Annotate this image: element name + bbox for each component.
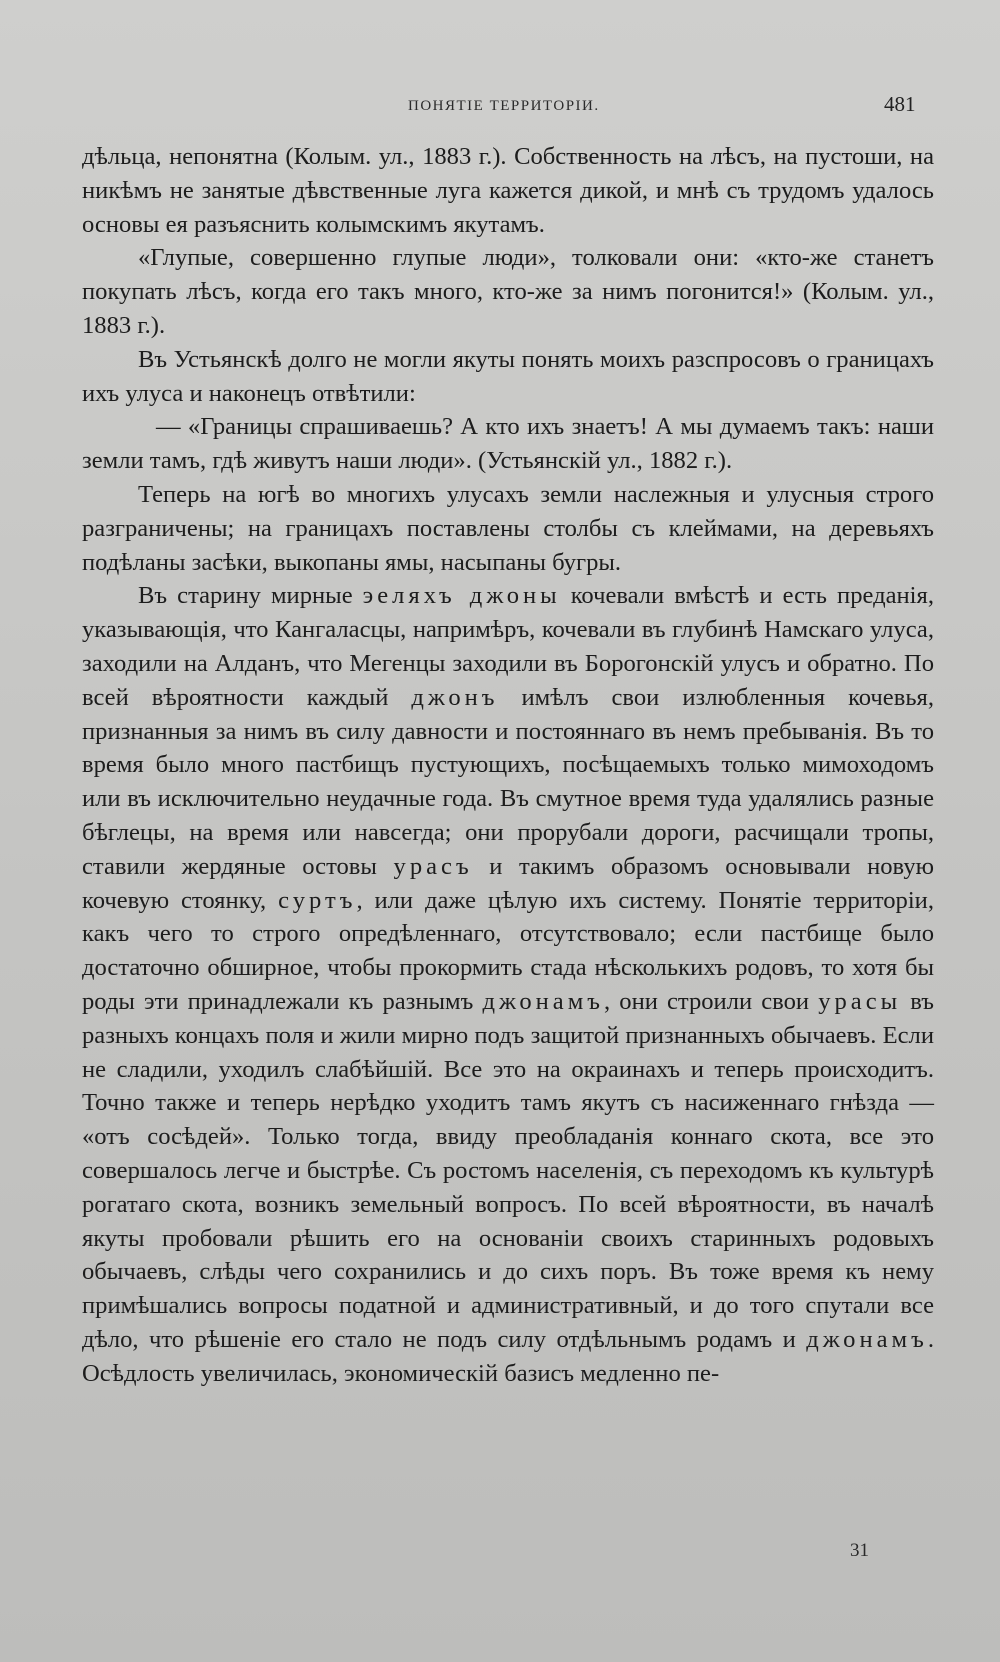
text-run: , они строили свои — [604, 987, 819, 1015]
text-run: въ разныхъ концахъ поля и жили мирно подъ защитой признанныхъ обычаевъ. Если не сладили, уходилъ слабѣйшій. Все это на окраинахъ и теперь происходитъ. Точно также и теперь нерѣдко уходитъ тамъ якутъ съ насиженнаго гнѣзда — «отъ сосѣдей». Только тогда, ввиду преобладанія коннаго скота, все это совершалось легче и быстрѣе. Съ ростомъ населенія, съ переходомъ къ культурѣ рогатаго скота, возникъ земельный вопросъ. По всей вѣроятности, въ началѣ якуты пробовали рѣшить его на основаніи своихъ старинныхъ родовыхъ обычаевъ, слѣды чего сохранились и до сихъ поръ. Въ тоже время къ нему примѣшались вопросы податной и административный, и до того спутали все дѣло, что рѣшеніе его стало не подъ силу отдѣльнымъ родамъ и — [82, 987, 934, 1353]
spaced-term: джонамъ — [806, 1325, 928, 1353]
paragraph — [82, 478, 934, 579]
spaced-term: суртъ — [278, 886, 357, 914]
spaced-term: урасъ — [393, 852, 473, 880]
text-run: , или даже цѣлую ихъ систему. Понятіе территоріи, какъ чего то строго опредѣленнаго, отсутствовало; если пастбище было достаточно обширное, чтобы прокормить стада нѣсколькихъ родовъ, то хотя бы роды эти принадлежали къ разнымъ — [82, 886, 934, 1015]
text-run: «Глупые, совершенно глупые люди», толковали они: «кто-же станетъ покупать лѣсъ, когда его такъ много, кто-же за нимъ погонится!» (Колым. ул., 1883 г.). — [82, 244, 934, 339]
text-run: Теперь на югѣ во многихъ улусахъ земли наслежныя и улусныя строго разграничены; на границахъ поставлены столбы съ клеймами, на деревьяхъ подѣланы засѣки, выкопаны ямы, насыпаны бугры. — [82, 480, 934, 576]
body-text — [82, 140, 934, 1390]
page-number: 481 — [884, 92, 916, 116]
paragraph — [82, 410, 934, 478]
signature-mark: 31 — [850, 1540, 869, 1561]
page-header — [0, 92, 1000, 122]
text-run: и такимъ образомъ основывали новую кочевую стоянку, — [82, 852, 934, 914]
text-run: Въ старину мирные — [138, 582, 363, 610]
paragraph — [82, 343, 934, 411]
text-run: — «Границы спрашиваешь? А кто ихъ знаетъ! А мы думаемъ такъ: наши земли тамъ, гдѣ живутъ наши люди». (Устьянскій ул., 1882 г.). — [82, 413, 934, 475]
spaced-term: урасы — [818, 987, 902, 1015]
paragraph — [82, 579, 934, 1390]
paragraph — [82, 241, 934, 342]
spaced-term: джонъ — [411, 683, 499, 711]
text-run: дѣльца, непонятна (Колым. ул., 1883 г.). Собственность на лѣсъ, на пустоши, на никѣмъ не занятые дѣвственные луга кажется дикой, и мнѣ съ трудомъ удалось основы ея разъяснить колымскимъ якутамъ. — [82, 143, 934, 238]
paragraph — [82, 140, 934, 241]
spaced-term: эеляхъ джоны — [362, 582, 561, 610]
text-run: имѣлъ свои излюбленныя кочевья, признанныя за нимъ въ силу давности и постояннаго въ немъ пребыванія. Въ то время было много пастбищъ пустующихъ, посѣщаемыхъ только мимоходомъ или въ исключительно неудачные года. Въ смутное время туда удалялись разные бѣглецы, на время или навсегда; они прорубали дороги, расчищали тропы, ставили жердяные остовы — [82, 683, 934, 880]
text-run: кочевали вмѣстѣ и есть преданія, указывающія, что Кангаласцы, напримѣръ, кочевали въ глубинѣ Намскаго улуса, заходили на Алданъ, что Мегенцы заходили въ Борогонскій улусъ и обратно. По всей вѣроятности каждый — [82, 582, 934, 711]
spaced-term: джонамъ — [482, 987, 605, 1015]
text-run: Въ Устьянскѣ долго не могли якуты понять моихъ разспросовъ о границахъ ихъ улуса и наконецъ отвѣтили: — [82, 345, 934, 407]
text-run: . Осѣдлость увеличилась, экономическій базисъ медленно пе- — [82, 1325, 934, 1387]
running-title: ПОНЯТІЕ ТЕРРИТОРІИ. — [408, 98, 600, 114]
